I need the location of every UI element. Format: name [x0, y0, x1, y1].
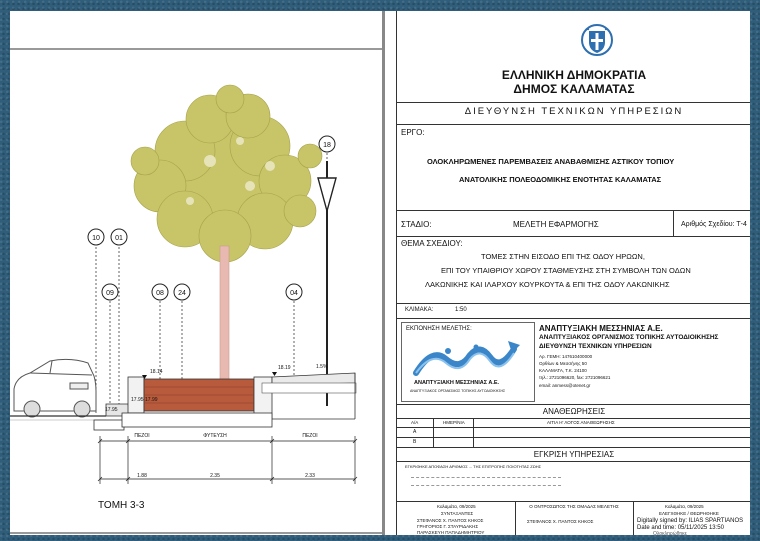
rev-row: A	[413, 429, 417, 435]
marker-label: 08	[156, 290, 164, 297]
dimension-value: 1.88	[137, 473, 147, 479]
level-label: 17.95	[105, 407, 118, 413]
marker-label: 09	[106, 290, 114, 297]
project-label: ΕΡΓΟ:	[401, 128, 425, 137]
org-detail: Αρ. ΓΕΜΗ: 147610400000	[539, 354, 593, 359]
dimension-values	[137, 473, 315, 479]
prepared-label: ΕΚΠΟΝΗΣΗ ΜΕΛΕΤΗΣ:	[406, 326, 472, 332]
org-detail: τηλ.: 2721096620, fax: 2721096621	[539, 375, 611, 380]
sig1-date: Καλαμάτα, 09/2025	[437, 504, 476, 509]
revisions-title: ΑΝΑΘΕΩΡΗΣΕΙΣ	[542, 407, 606, 416]
zone-label: ΠΕΖΟΙ	[302, 433, 318, 439]
logo-subcaption: ΑΝΑΠΤΥΞΙΑΚΟΣ ΟΡΓΑΝΙΣΜΟΣ ΤΟΠΙΚΗΣ ΑΥΤΟΔΙΟΙΚΗΣΗΣ	[410, 389, 506, 393]
car-icon	[14, 359, 96, 417]
level-label: 17.95	[131, 397, 144, 403]
zone-label: ΠΕΖΟΙ	[134, 433, 150, 439]
section-drawing-svg	[10, 11, 382, 535]
tree-trunk	[220, 246, 229, 391]
planter-wall-left	[128, 377, 144, 413]
org-line-2: ΑΝΑΠΤΥΞΙΑΚΟΣ ΟΡΓΑΝΙΣΜΟΣ ΤΟΠΙΚΗΣ ΑΥΤΟΔΙΟΙΚΗΣΗΣ	[539, 334, 719, 341]
drawing-sheet	[10, 11, 750, 535]
zone-label: ΦΥΤΕΥΣΗ	[203, 433, 227, 439]
greek-coat-of-arms-icon	[580, 23, 614, 57]
section-title: ΤΟΜΗ 3-3	[98, 500, 145, 511]
sig1-name: ΣΤΕΦΑΝΟΣ Χ. ΠΑΝΤΟΣ ΚΗΚΟΣ	[417, 518, 484, 523]
subject-label: ΘΕΜΑ ΣΧΕΔΙΟΥ:	[401, 239, 463, 248]
rev-row: B	[413, 439, 417, 445]
project-line-2: ΑΝΑΤΟΛΙΚΗΣ ΠΟΛΕΟΔΟΜΙΚΗΣ ΕΝΟΤΗΤΑΣ ΚΑΛΑΜΑΤΑΣ	[459, 175, 662, 184]
sig1-name: ΠΑΡΑΣΚΕΥΗ ΠΑΠΑΔΗΜΗΤΡΙΟΥ	[417, 530, 485, 535]
marker-label: 10	[92, 235, 100, 242]
rev-header: ΑΙΤΙΑ Η' ΛΟΓΟΣ ΑΝΑΘΕΩΡΗΣΗΣ	[547, 420, 615, 425]
sig3-date: Καλαμάτα, 09/2025	[665, 504, 704, 509]
rev-header: ΗΜΕΡ/ΝΙΑ	[443, 420, 465, 425]
level-label: 18.14	[150, 369, 163, 375]
org-detail: Ορθίων & Μεσσήνης 50	[539, 361, 587, 366]
foundation	[122, 413, 272, 427]
stage-value: ΜΕΛΕΤΗ ΕΦΑΡΜΟΓΗΣ	[513, 220, 599, 229]
level-triangle	[272, 372, 277, 376]
drawing-number: Αριθμός Σχεδίου: Τ-4	[681, 221, 747, 228]
lamp-head	[318, 178, 336, 211]
approval-text: ΕΓΚΡΙΘΗΚΕ ΑΠΟΦΑΣΗ ΑΡΙΘΜΟΣ ... ΤΗΣ ΕΠΙΤΡΟΠΗΣ ΠΟΙΟΤΗΤΑΣ ΖΩΗΣ	[405, 464, 542, 469]
sig3-role: ΕΛΕΓΧΘΗΚΕ / ΘΕΩΡΗΘΗΚΕ	[659, 511, 719, 516]
stage-label: ΣΤΑΔΙΟ:	[401, 220, 432, 229]
scale-value: 1:50	[455, 307, 467, 313]
sig2-role: Ο ΟΝΤΡΟΣΩΠΟΣ ΤΗΣ ΟΜΑΔΑΣ ΜΕΛΕΤΗΣ	[529, 504, 619, 509]
prepared-by-box	[401, 322, 535, 402]
subject-line-3: ΛΑΚΩΝΙΚΗΣ ΚΑΙ ΙΛΑΡΧΟΥ ΚΟΥΡΚΟΥΤΑ & ΕΠΙ ΤΗΣ ΟΔΟΥ ΛΑΚΩΝΙΚΗΣ	[425, 280, 670, 289]
curb-base	[94, 420, 124, 430]
title-block	[396, 11, 750, 535]
republic-title: ΕΛΛΗΝΙΚΗ ΔΗΜΟΚΡΑΤΙΑ	[501, 68, 647, 82]
marker-label: 18	[323, 142, 331, 149]
subject-line-1: ΤΟΜΕΣ ΣΤΗΝ ΕΙΣΟΔΟ ΕΠΙ ΤΗΣ ΟΔΟΥ ΗΡΩΩΝ,	[481, 252, 645, 261]
sheet-divider	[382, 11, 385, 535]
marker-label: 24	[178, 290, 186, 297]
org-name: ΑΝΑΠΤΥΞΙΑΚΗ ΜΕΣΣΗΝΙΑΣ Α.Ε.	[539, 324, 663, 333]
dimension-value: 2.33	[305, 473, 315, 479]
rev-header: Α/Α	[411, 420, 419, 425]
logo-caption: ΑΝΑΠΤΥΞΙΑΚΗ ΜΕΣΣΗΝΙΑΣ Α.Ε.	[414, 380, 500, 386]
digital-signature-line-2: Date and time: 05/11/2025 13:50	[637, 525, 724, 531]
sig2-name: ΣΤΕΦΑΝΟΣ Χ. ΠΑΝΤΟΣ ΚΗΚΟΣ	[527, 519, 594, 524]
project-line-1: ΟΛΟΚΛΗΡΩΜΕΝΕΣ ΠΑΡΕΜΒΑΣΕΙΣ ΑΝΑΒΑΘΜΙΣΗΣ ΑΣΤΙΚΟΥ ΤΟΠΙΟΥ	[427, 157, 675, 166]
scale-label: ΚΛΙΜΑΚΑ:	[405, 307, 434, 313]
marker-label: 01	[115, 235, 123, 242]
org-line-3: ΔΙΕΥΘΥΝΣΗ ΤΕΧΝΙΚΩΝ ΥΠΗΡΕΣΙΩΝ	[539, 343, 652, 350]
level-label: 18.19	[278, 365, 291, 371]
digital-signature-line-3: Ολοκληρώθηκε	[653, 531, 687, 535]
marker-label: 04	[290, 290, 298, 297]
digital-signature-line-1: Digitally signed by: ILIAS SPARTIANOS	[637, 518, 744, 524]
approval-title: ΕΓΚΡΙΣΗ ΥΠΗΡΕΣΙΑΣ	[533, 450, 615, 459]
level-label: 17.99	[145, 397, 158, 403]
tree-canopy	[131, 85, 322, 262]
anaptyxiaki-logo-icon	[412, 337, 524, 377]
zone-labels	[134, 433, 317, 439]
level-label: 1.5%	[316, 364, 328, 370]
sig1-name: ΓΡΗΓΟΡΙΟΣ Γ. ΣΤΑΥΡΙΔΑΚΗΣ	[417, 524, 479, 529]
dimension-value: 2.35	[210, 473, 220, 479]
org-detail: ΚΑΛΑΜΑΤΑ, Τ.Κ. 24100	[539, 368, 587, 373]
municipality-title: ΔΗΜΟΣ ΚΑΛΑΜΑΤΑΣ	[513, 82, 635, 96]
org-detail: email: anmess@otenet.gr	[539, 383, 591, 388]
directorate-title: ΔΙΕΥΘΥΝΣΗ ΤΕΧΝΙΚΩΝ ΥΠΗΡΕΣΙΩΝ	[464, 106, 684, 117]
section-drawing	[10, 11, 382, 535]
subject-line-2: ΕΠΙ ΤΟΥ ΥΠΑΙΘΡΙΟΥ ΧΩΡΟΥ ΣΤΑΘΜΕΥΣΗΣ ΣΤΗ ΣΥΜΒΟΛΗ ΤΩΝ ΟΔΩΝ	[441, 266, 691, 275]
sig1-role: ΣΥΝΤΑΞΑΝΤΕΣ	[441, 511, 474, 516]
